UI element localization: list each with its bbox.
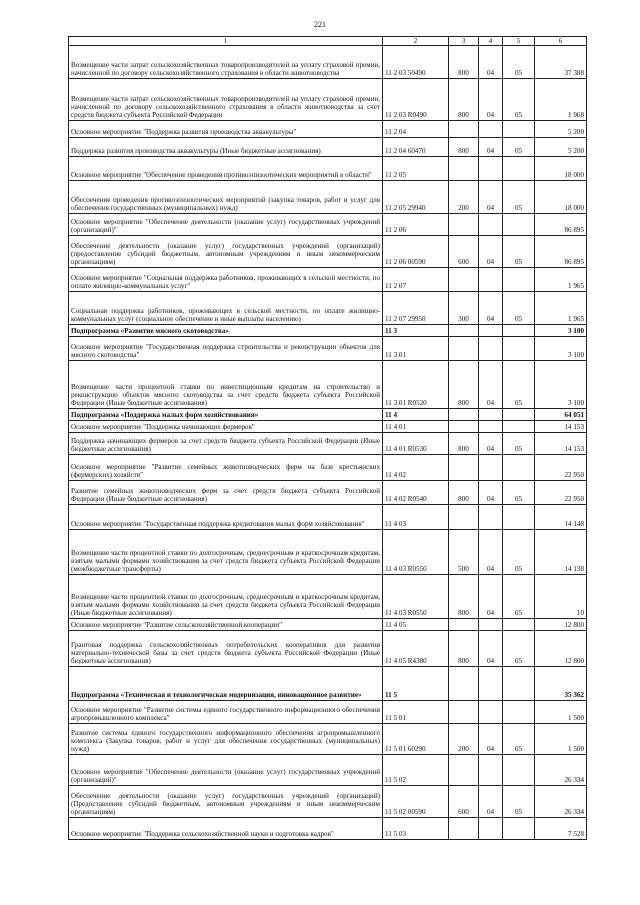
row-code: 11 5 01 60290 bbox=[383, 724, 449, 755]
row-name: Подпрограмма «Развитие мясного скотоводства» bbox=[69, 325, 383, 337]
table-row bbox=[69, 701, 587, 724]
row-code: 11 2 04 60470 bbox=[383, 138, 449, 157]
row-name: Подпрограмма «Поддержка малых форм хозяйствования» bbox=[69, 409, 383, 421]
row-code: 11 2 05 29940 bbox=[383, 181, 449, 214]
row-expense-type bbox=[449, 505, 479, 530]
row-name: Обеспечение деятельности (оказание услуг) государственных учреждений (организаций) (предоставление субсидий бюджетным, автономным учреждениям и иным некоммерческим организациям) bbox=[69, 236, 383, 268]
row-section: 04 bbox=[479, 79, 503, 121]
table-row bbox=[69, 268, 587, 292]
column-header-amount: 6 bbox=[535, 37, 587, 46]
row-amount: 18 000 bbox=[535, 181, 587, 214]
row-amount: 35 362 bbox=[535, 667, 587, 701]
table-row bbox=[69, 421, 587, 433]
row-code: 11 2 07 29950 bbox=[383, 292, 449, 325]
row-section bbox=[479, 455, 503, 481]
row-subsection bbox=[503, 755, 535, 786]
row-name: Поддержка развития производства аквакультуры (Иные бюджетные ассигнования) bbox=[69, 138, 383, 157]
row-name: Основное мероприятие "Обеспечение деятельности (оказание услуг) государственных учреждений (организаций)" bbox=[69, 755, 383, 786]
row-amount: 86 895 bbox=[535, 214, 587, 236]
row-amount: 1 965 bbox=[535, 268, 587, 292]
budget-table bbox=[68, 36, 587, 840]
table-row bbox=[69, 409, 587, 421]
row-code: 11 4 03 bbox=[383, 505, 449, 530]
row-subsection bbox=[503, 505, 535, 530]
row-section bbox=[479, 667, 503, 701]
table-row bbox=[69, 631, 587, 667]
row-expense-type: 600 bbox=[449, 786, 479, 818]
row-section: 04 bbox=[479, 786, 503, 818]
table-row bbox=[69, 818, 587, 840]
row-amount: 1 968 bbox=[535, 79, 587, 121]
table-row bbox=[69, 46, 587, 79]
row-expense-type bbox=[449, 667, 479, 701]
row-amount: 26 334 bbox=[535, 786, 587, 818]
row-name: Основное мероприятие "Развитие сельскохозяйственной кооперации" bbox=[69, 619, 383, 631]
row-expense-type: 800 bbox=[449, 138, 479, 157]
row-amount: 86 895 bbox=[535, 236, 587, 268]
row-subsection: 05 bbox=[503, 181, 535, 214]
row-subsection: 05 bbox=[503, 631, 535, 667]
row-subsection bbox=[503, 409, 535, 421]
row-expense-type: 600 bbox=[449, 236, 479, 268]
row-section bbox=[479, 818, 503, 840]
row-amount: 12 800 bbox=[535, 619, 587, 631]
table-row bbox=[69, 121, 587, 138]
row-amount: 26 334 bbox=[535, 755, 587, 786]
table-row bbox=[69, 619, 587, 631]
row-expense-type bbox=[449, 268, 479, 292]
row-subsection bbox=[503, 619, 535, 631]
row-section bbox=[479, 337, 503, 361]
row-amount: 14 138 bbox=[535, 530, 587, 575]
row-code: 11 2 04 bbox=[383, 121, 449, 138]
table-row bbox=[69, 236, 587, 268]
row-expense-type bbox=[449, 337, 479, 361]
column-header-pr: 5 bbox=[503, 37, 535, 46]
row-section: 04 bbox=[479, 481, 503, 505]
row-name: Возмещение части процентной ставки по долгосрочным, среднесрочным и краткосрочным кредитам, взятым малыми формами хозяйствования за счет средств бюджета субъекта Российской Федерации (Иные бюджетные ассигнования) bbox=[69, 575, 383, 619]
row-amount: 12 800 bbox=[535, 631, 587, 667]
row-subsection bbox=[503, 268, 535, 292]
row-name: Развитие семейных животноводческих ферм за счет средств бюджета субъекта Российской Федерации (Иные бюджетные ассигнования) bbox=[69, 481, 383, 505]
row-code: 11 2 06 bbox=[383, 214, 449, 236]
row-subsection: 05 bbox=[503, 46, 535, 79]
row-code: 11 2 05 bbox=[383, 157, 449, 181]
row-expense-type: 800 bbox=[449, 481, 479, 505]
row-amount: 1 500 bbox=[535, 724, 587, 755]
column-header-rz: 4 bbox=[479, 37, 503, 46]
page-number: 221 bbox=[314, 20, 326, 29]
row-code: 11 2 03 R0490 bbox=[383, 79, 449, 121]
row-code: 11 3 01 bbox=[383, 337, 449, 361]
table-row bbox=[69, 157, 587, 181]
row-section bbox=[479, 421, 503, 433]
row-expense-type bbox=[449, 755, 479, 786]
row-code: 11 2 03 50490 bbox=[383, 46, 449, 79]
table-row bbox=[69, 433, 587, 455]
row-amount: 14 153 bbox=[535, 421, 587, 433]
row-amount: 3 100 bbox=[535, 337, 587, 361]
row-section: 04 bbox=[479, 46, 503, 79]
row-code: 11 3 bbox=[383, 325, 449, 337]
row-subsection: 05 bbox=[503, 530, 535, 575]
table-row bbox=[69, 337, 587, 361]
table-row bbox=[69, 481, 587, 505]
row-amount: 14 153 bbox=[535, 433, 587, 455]
row-subsection bbox=[503, 337, 535, 361]
row-expense-type: 800 bbox=[449, 631, 479, 667]
row-subsection: 05 bbox=[503, 433, 535, 455]
row-section: 04 bbox=[479, 181, 503, 214]
row-subsection bbox=[503, 701, 535, 724]
row-name: Обеспечение деятельности (оказание услуг) государственных учреждений (организаций) (Предоставление субсидий бюджетным, автономным учреждениям и иным некоммерческим организациям) bbox=[69, 786, 383, 818]
row-code: 11 4 bbox=[383, 409, 449, 421]
row-expense-type bbox=[449, 157, 479, 181]
row-section: 04 bbox=[479, 361, 503, 409]
row-code: 11 4 03 R0550 bbox=[383, 575, 449, 619]
row-name: Социальная поддержка работников, проживающих в сельской местности, по оплате жилищно-коммунальных услуг (социальное обеспечение и иные выплаты населению) bbox=[69, 292, 383, 325]
table-row bbox=[69, 79, 587, 121]
row-section bbox=[479, 325, 503, 337]
row-expense-type: 800 bbox=[449, 79, 479, 121]
row-subsection: 05 bbox=[503, 361, 535, 409]
row-section bbox=[479, 701, 503, 724]
table-row bbox=[69, 575, 587, 619]
row-subsection: 05 bbox=[503, 724, 535, 755]
row-amount: 3 100 bbox=[535, 361, 587, 409]
row-name: Возмещение части процентной ставки по инвестиционным кредитам на строительство и реконструкцию объектов мясного скотоводства за счет средств бюджета субъекта Российской Федерации (Иные бюджетные ассигнования) bbox=[69, 361, 383, 409]
row-section: 04 bbox=[479, 575, 503, 619]
row-name: Развитие системы единого государственного информационного обеспечения агропромышленного комплекса (Закупка товаров, работ и услуг для обеспечения государственных (муниципальных) нужд) bbox=[69, 724, 383, 755]
row-expense-type: 800 bbox=[449, 46, 479, 79]
table-row bbox=[69, 755, 587, 786]
row-expense-type bbox=[449, 455, 479, 481]
row-subsection: 05 bbox=[503, 575, 535, 619]
row-subsection: 05 bbox=[503, 786, 535, 818]
row-expense-type bbox=[449, 325, 479, 337]
row-name: Обеспечение проведения противоэпизоотических мероприятий (закупка товаров, работ и услуг для обеспечения государственных (муниципальных) нужд) bbox=[69, 181, 383, 214]
row-name: Основное мероприятие "Обеспечение проведения противоэпизоотических мероприятий в области" bbox=[69, 157, 383, 181]
header-row bbox=[69, 37, 587, 46]
column-header-code: 2 bbox=[383, 37, 449, 46]
table-row bbox=[69, 181, 587, 214]
row-name: Основное мероприятие "Поддержка начинающих фермеров" bbox=[69, 421, 383, 433]
row-code: 11 4 01 bbox=[383, 421, 449, 433]
row-code: 11 5 01 bbox=[383, 701, 449, 724]
row-name: Основное мероприятие "Развитие семейных животноводческих ферм на базе крестьянских (фермерских) хозяйств" bbox=[69, 455, 383, 481]
row-amount: 64 051 bbox=[535, 409, 587, 421]
row-code: 11 2 07 bbox=[383, 268, 449, 292]
row-code: 11 5 bbox=[383, 667, 449, 701]
table-row bbox=[69, 505, 587, 530]
row-name: Основное мероприятие "Развитие системы единого государственного информационного обеспечения агропромышленного комплекса" bbox=[69, 701, 383, 724]
row-section: 04 bbox=[479, 138, 503, 157]
row-section: 04 bbox=[479, 236, 503, 268]
row-amount: 18 000 bbox=[535, 157, 587, 181]
row-subsection bbox=[503, 667, 535, 701]
row-section bbox=[479, 157, 503, 181]
row-code: 11 4 01 R0530 bbox=[383, 433, 449, 455]
row-amount: 7 528 bbox=[535, 818, 587, 840]
row-expense-type: 800 bbox=[449, 433, 479, 455]
row-expense-type: 500 bbox=[449, 530, 479, 575]
row-subsection: 05 bbox=[503, 292, 535, 325]
row-section: 04 bbox=[479, 530, 503, 575]
row-section bbox=[479, 409, 503, 421]
table-row bbox=[69, 292, 587, 325]
table-row bbox=[69, 361, 587, 409]
row-expense-type bbox=[449, 818, 479, 840]
table-row bbox=[69, 530, 587, 575]
row-amount: 5 200 bbox=[535, 138, 587, 157]
row-code: 11 2 06 00590 bbox=[383, 236, 449, 268]
row-code: 11 5 02 bbox=[383, 755, 449, 786]
row-expense-type bbox=[449, 214, 479, 236]
row-subsection: 05 bbox=[503, 138, 535, 157]
row-subsection bbox=[503, 455, 535, 481]
row-section bbox=[479, 505, 503, 530]
row-code: 11 4 05 bbox=[383, 619, 449, 631]
row-name: Основное мероприятие "Государственная поддержка кредитования малых форм хозяйствования" bbox=[69, 505, 383, 530]
row-subsection bbox=[503, 157, 535, 181]
row-section bbox=[479, 755, 503, 786]
row-amount: 1 500 bbox=[535, 701, 587, 724]
row-amount: 3 100 bbox=[535, 325, 587, 337]
row-section: 04 bbox=[479, 433, 503, 455]
row-code: 11 5 03 bbox=[383, 818, 449, 840]
row-code: 11 4 02 R0540 bbox=[383, 481, 449, 505]
table-body bbox=[69, 46, 587, 840]
row-subsection: 05 bbox=[503, 79, 535, 121]
table-row bbox=[69, 214, 587, 236]
table-row bbox=[69, 667, 587, 701]
table-row bbox=[69, 786, 587, 818]
row-subsection bbox=[503, 421, 535, 433]
row-expense-type bbox=[449, 121, 479, 138]
row-code: 11 4 03 R0550 bbox=[383, 530, 449, 575]
row-name: Возмещение части процентной ставки по долгосрочным, среднесрочным и краткосрочным кредитам, взятым малыми формами хозяйствования за счет средств бюджета субъекта Российской Федерации (межбюджетные трансферты) bbox=[69, 530, 383, 575]
row-subsection bbox=[503, 325, 535, 337]
row-expense-type bbox=[449, 421, 479, 433]
row-section bbox=[479, 214, 503, 236]
row-name: Основное мероприятие "Поддержка сельскохозяйственной науки и подготовка кадров" bbox=[69, 818, 383, 840]
table-row bbox=[69, 724, 587, 755]
row-name: Возмещение части затрат сельскохозяйственных товаропроизводителей на уплату страховой премии, начисленной по договору сельскохозяйственного страхования в области животноводства за счет средств бюджета субъекта Российской Федерации bbox=[69, 79, 383, 121]
row-expense-type: 300 bbox=[449, 292, 479, 325]
table-row bbox=[69, 325, 587, 337]
row-amount: 37 388 bbox=[535, 46, 587, 79]
row-expense-type: 800 bbox=[449, 361, 479, 409]
row-section: 04 bbox=[479, 292, 503, 325]
row-name: Поддержка начинающих фермеров за счет средств бюджета субъекта Российской Федерации (Иные бюджетные ассигнования) bbox=[69, 433, 383, 455]
row-name: Основное мероприятие "Обеспечение деятельности (оказание услуг) государственных учреждений (организаций)" bbox=[69, 214, 383, 236]
row-code: 11 5 02 00590 bbox=[383, 786, 449, 818]
row-name: Основное мероприятие "Поддержка развития производства аквакультуры" bbox=[69, 121, 383, 138]
column-header-vr: 3 bbox=[449, 37, 479, 46]
table-header bbox=[69, 37, 587, 46]
row-expense-type: 800 bbox=[449, 575, 479, 619]
row-subsection bbox=[503, 121, 535, 138]
row-name: Грантовая поддержка сельскохозяйственных потребительских кооперативов для развития материально-технической базы за счет средств бюджета субъекта Российской Федерации (Иные бюджетные ассигнования) bbox=[69, 631, 383, 667]
row-subsection: 05 bbox=[503, 481, 535, 505]
row-name: Основное мероприятие "Социальная поддержка работников, проживающих в сельской местности, по оплате жилищно-коммунальных услуг" bbox=[69, 268, 383, 292]
row-amount: 10 bbox=[535, 575, 587, 619]
row-amount: 5 200 bbox=[535, 121, 587, 138]
row-section bbox=[479, 121, 503, 138]
row-subsection bbox=[503, 818, 535, 840]
row-expense-type bbox=[449, 409, 479, 421]
table-row bbox=[69, 455, 587, 481]
row-amount: 22 950 bbox=[535, 455, 587, 481]
row-expense-type: 200 bbox=[449, 724, 479, 755]
row-subsection bbox=[503, 214, 535, 236]
row-name: Возмещение части затрат сельскохозяйственных товаропроизводителей на уплату страховой премии, начисленной по договору сельскохозяйственного страхования в области животноводства bbox=[69, 46, 383, 79]
row-section: 04 bbox=[479, 724, 503, 755]
row-expense-type: 200 bbox=[449, 181, 479, 214]
row-section bbox=[479, 268, 503, 292]
row-section bbox=[479, 619, 503, 631]
row-section: 04 bbox=[479, 631, 503, 667]
row-amount: 22 950 bbox=[535, 481, 587, 505]
row-subsection: 05 bbox=[503, 236, 535, 268]
row-name: Основное мероприятие "Государственная поддержка строительства и реконструкции объектов для мясного скотоводства" bbox=[69, 337, 383, 361]
row-code: 11 3 01 R0520 bbox=[383, 361, 449, 409]
row-code: 11 4 05 R4380 bbox=[383, 631, 449, 667]
column-header-name: 1 bbox=[69, 37, 383, 46]
table-row bbox=[69, 138, 587, 157]
row-name: Подпрограмма «Техническая и технологическая модернизация, инновационное развитие» bbox=[69, 667, 383, 701]
row-expense-type bbox=[449, 701, 479, 724]
row-amount: 14 148 bbox=[535, 505, 587, 530]
row-expense-type bbox=[449, 619, 479, 631]
row-code: 11 4 02 bbox=[383, 455, 449, 481]
row-amount: 1 965 bbox=[535, 292, 587, 325]
